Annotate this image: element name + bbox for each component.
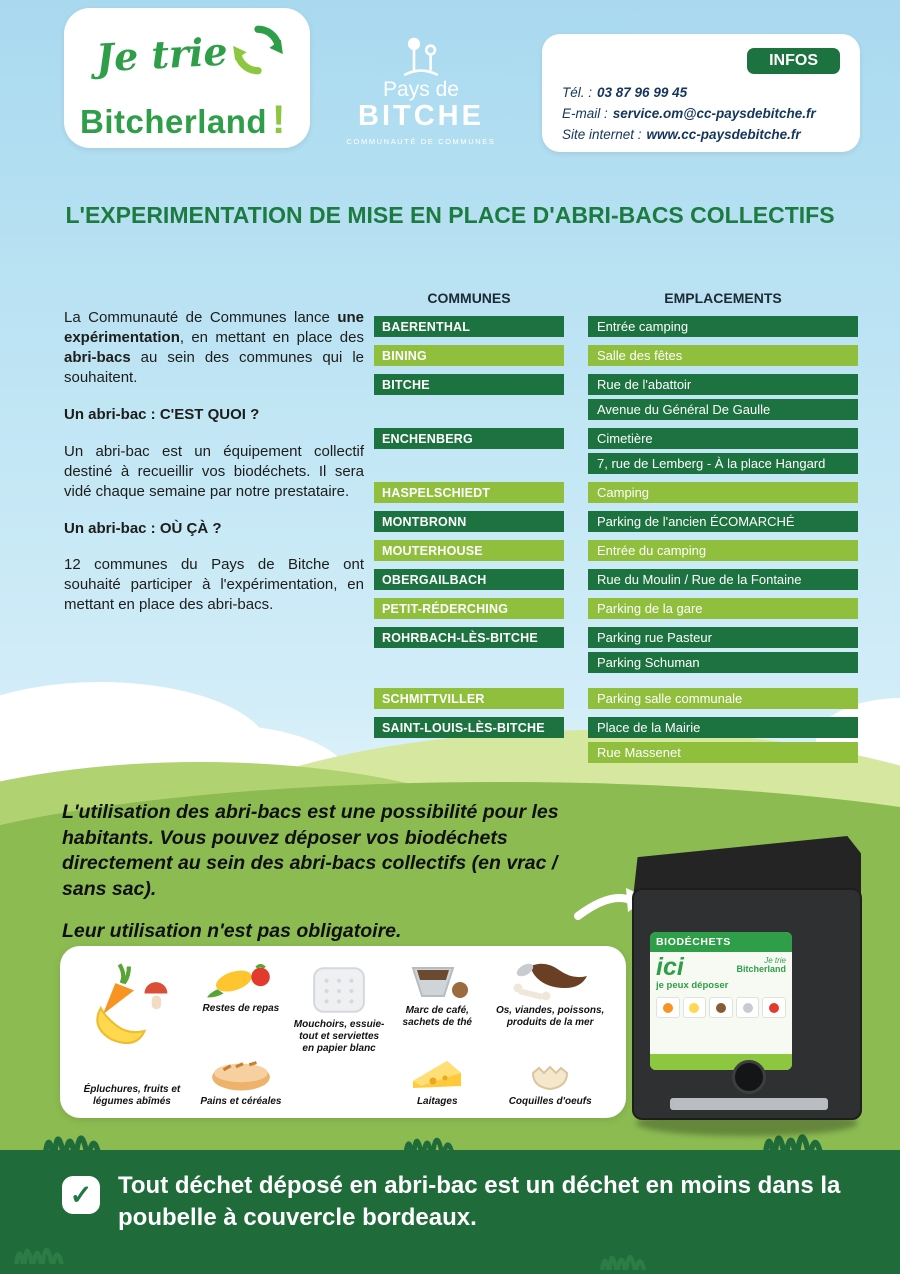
emplacement-cell: Place de la Mairie (588, 717, 858, 738)
intro-paragraph-1 (64, 308, 364, 388)
emplacement-cell: Parking salle communale (588, 688, 858, 709)
intro-p1-c: , en mettant en place des (179, 328, 364, 346)
bin-label-brand (736, 957, 786, 991)
table-row (374, 374, 858, 395)
intro-text (64, 308, 364, 632)
commune-cell-empty (374, 399, 564, 420)
phone-line (562, 82, 816, 103)
panel-cell (203, 958, 280, 1015)
commune-cell: SAINT-LOUIS-LÈS-BITCHE (374, 717, 564, 738)
question-heading-2: Un abri-bac : OÙ ÇÀ ? (64, 519, 222, 537)
intro-p1-bold1: une expérimentation (64, 309, 364, 346)
usage-statement (62, 800, 574, 945)
panel-cell (200, 1055, 281, 1108)
bread-icon (207, 1055, 275, 1093)
bin-label-middle (650, 952, 792, 993)
phone-label: Tél. : (562, 85, 593, 100)
emplacement-cell: Camping (588, 482, 858, 503)
leftovers-icon (205, 958, 277, 1000)
phone-value: 03 87 96 99 45 (597, 85, 688, 100)
usage-paragraph-1: L'utilisation des abri-bacs est une possibilité pour les habitants. Vous pouvez déposer vos biodéchets directement au sein des abri-bacs collectifs (en vrac / sans sac). (62, 801, 559, 901)
item-label: Coquilles d'oeufs (508, 1096, 592, 1108)
communes-table (374, 290, 858, 763)
panel-cell (406, 1053, 468, 1108)
panel-cell (292, 964, 386, 1054)
item-label: Laitages (416, 1096, 458, 1108)
emplacement-cell: Cimetière (588, 428, 858, 449)
table-row (374, 652, 858, 673)
check-icon: ✓ (62, 1176, 100, 1214)
tree-figures-icon (393, 34, 449, 80)
question-heading-1: Un abri-bac : C'EST QUOI ? (64, 405, 260, 423)
emplacement-cell: Parking rue Pasteur (588, 627, 858, 648)
table-row (374, 453, 858, 474)
communes-header: COMMUNES (427, 290, 511, 306)
panel-column (488, 958, 612, 1108)
tissues-icon (310, 964, 368, 1016)
item-label: Os, viandes, poissons, produits de la mer (495, 1005, 605, 1028)
bin-icon-tile (762, 997, 786, 1018)
bin-icon-tile (683, 997, 707, 1018)
table-header (374, 290, 858, 306)
table-row (374, 598, 858, 619)
commune-cell: SCHMITTVILLER (374, 688, 564, 709)
page-title: L'EXPERIMENTATION DE MISE EN PLACE D'ABRI-BACS COLLECTIFS (65, 202, 835, 228)
commune-cell: BITCHE (374, 374, 564, 395)
grass-tuft-icon (598, 1244, 648, 1270)
bin-brand-name: Bitcherland (736, 964, 786, 974)
commune-cell: MONTBRONN (374, 511, 564, 532)
item-label: Pains et céréales (200, 1096, 282, 1108)
grass-tuft-icon (40, 1122, 104, 1154)
contact-info-card (542, 34, 860, 152)
panel-column (190, 958, 292, 1108)
table-row (374, 717, 858, 738)
table-row (374, 742, 858, 763)
website-line (562, 124, 816, 145)
table-row (374, 511, 858, 532)
intro-p1-e: au sein des communes qui le souhaitent. (64, 348, 364, 386)
item-label: Marc de café, sachets de thé (402, 1005, 472, 1028)
commune-cell-empty (374, 453, 564, 474)
emplacement-cell: Entrée du camping (588, 540, 858, 561)
intro-paragraph-2: Un abri-bac est un équipement collectif destiné à recueillir vos biodéchets. Il sera vidé chaque semaine par notre prestataire. (64, 442, 364, 500)
bin-label-header: BIODÉCHETS (650, 932, 792, 952)
brand-exclamation: ! (272, 98, 286, 142)
accepted-items-panel (60, 946, 626, 1118)
abri-bac-bin (632, 836, 862, 1128)
peelings-icon (80, 958, 184, 1054)
emplacement-cell: 7, rue de Lemberg - À la place Hangard (588, 453, 858, 474)
emplacement-cell: Rue de l'abattoir (588, 374, 858, 395)
commune-cell: ROHRBACH-LÈS-BITCHE (374, 627, 564, 648)
commune-cell: OBERGAILBACH (374, 569, 564, 590)
table-row (374, 316, 858, 337)
email-line (562, 103, 816, 124)
website-value: www.cc-paysdebitche.fr (646, 127, 801, 142)
item-label: Restes de repas (202, 1003, 280, 1014)
eggshell-icon (522, 1053, 578, 1093)
brand-name-row (80, 98, 286, 143)
cc-line2: BITCHE (358, 100, 484, 132)
grass-tuft-icon (12, 1236, 66, 1264)
email-label: E-mail : (562, 106, 608, 121)
contact-lines (562, 82, 816, 145)
commune-cell: BAERENTHAL (374, 316, 564, 337)
panel-cell (488, 958, 612, 1029)
brand-name-text: Bitcherland (80, 103, 268, 140)
commune-cell: MOUTERHOUSE (374, 540, 564, 561)
meat-bone-icon (509, 958, 591, 1002)
intro-paragraph-3: 12 communes du Pays de Bitche ont souhaité participer à l'expérimentation, en mettant en place des abri-bacs. (64, 556, 364, 614)
panel-column (386, 958, 488, 1108)
panel-cell (509, 1053, 592, 1108)
bin-icon-tile (656, 997, 680, 1018)
bin-label-footer (650, 1054, 792, 1070)
bin-label-ici-block (656, 953, 729, 992)
bin-body (632, 888, 862, 1120)
bin-label-subline: je peux déposer (656, 980, 729, 992)
commune-cell: PETIT-RÉDERCHING (374, 598, 564, 619)
table-row (374, 428, 858, 449)
emplacement-cell: Salle des fêtes (588, 345, 858, 366)
commune-cell: BINING (374, 345, 564, 366)
commune-cell: HASPELSCHIEDT (374, 482, 564, 503)
table-row (374, 540, 858, 561)
recycling-icon (230, 22, 286, 78)
commune-cell: ENCHENBERG (374, 428, 564, 449)
bin-label (650, 932, 792, 1070)
panel-column (292, 958, 386, 1108)
dairy-icon (406, 1053, 468, 1093)
table-row (374, 569, 858, 590)
footer-message: Tout déchet déposé en abri-bac est un déchet en moins dans la poubelle à couvercle bordeaux. (118, 1172, 841, 1232)
bin-icon-tile (709, 997, 733, 1018)
emplacement-cell: Parking de l'ancien ÉCOMARCHÉ (588, 511, 858, 532)
brand-script-text: Je trie (94, 28, 229, 81)
email-value: service.om@cc-paysdebitche.fr (612, 106, 816, 121)
commune-cell-empty (374, 652, 564, 673)
bin-label-icons (650, 993, 792, 1020)
table-row (374, 688, 858, 709)
table-row (374, 345, 858, 366)
intro-p1-bold2: abri-bacs (64, 348, 131, 366)
commune-cell-empty (374, 742, 564, 763)
usage-paragraph-2: Leur utilisation n'est pas obligatoire. (62, 919, 402, 942)
cc-line1: Pays de (383, 78, 459, 101)
coffee-icon (404, 958, 470, 1002)
table-row (374, 627, 858, 648)
panel-column (74, 958, 190, 1108)
grass-tuft-icon (400, 1126, 458, 1154)
cc-line3: COMMUNAUTÉ DE COMMUNES (346, 137, 496, 146)
emplacement-cell: Rue Massenet (588, 742, 858, 763)
emplacement-cell: Parking Schuman (588, 652, 858, 673)
item-label: Mouchoirs, essuie-tout et serviettes en papier blanc (293, 1019, 385, 1054)
emplacements-header: EMPLACEMENTS (664, 290, 782, 306)
jetrie-brand-card (64, 8, 310, 148)
infos-badge: INFOS (747, 48, 840, 74)
emplacement-cell: Rue du Moulin / Rue de la Fontaine (588, 569, 858, 590)
bin-icon-tile (736, 997, 760, 1018)
item-label: Épluchures, fruits et légumes abîmés (83, 1084, 181, 1108)
table-row (374, 399, 858, 420)
table-row (374, 482, 858, 503)
emplacement-cell: Avenue du Général De Gaulle (588, 399, 858, 420)
website-label: Site internet : (562, 127, 642, 142)
emplacement-cell: Entrée camping (588, 316, 858, 337)
bin-lock-icon (732, 1060, 766, 1094)
panel-cell (386, 958, 488, 1029)
bin-brand-script: Je trie (764, 956, 786, 965)
bin-step (670, 1098, 828, 1110)
bin-label-ici: ici (656, 953, 684, 981)
intro-p1-a: La Communauté de Communes lance (64, 309, 338, 326)
emplacement-cell: Parking de la gare (588, 598, 858, 619)
pays-de-bitche-logo (335, 34, 507, 146)
